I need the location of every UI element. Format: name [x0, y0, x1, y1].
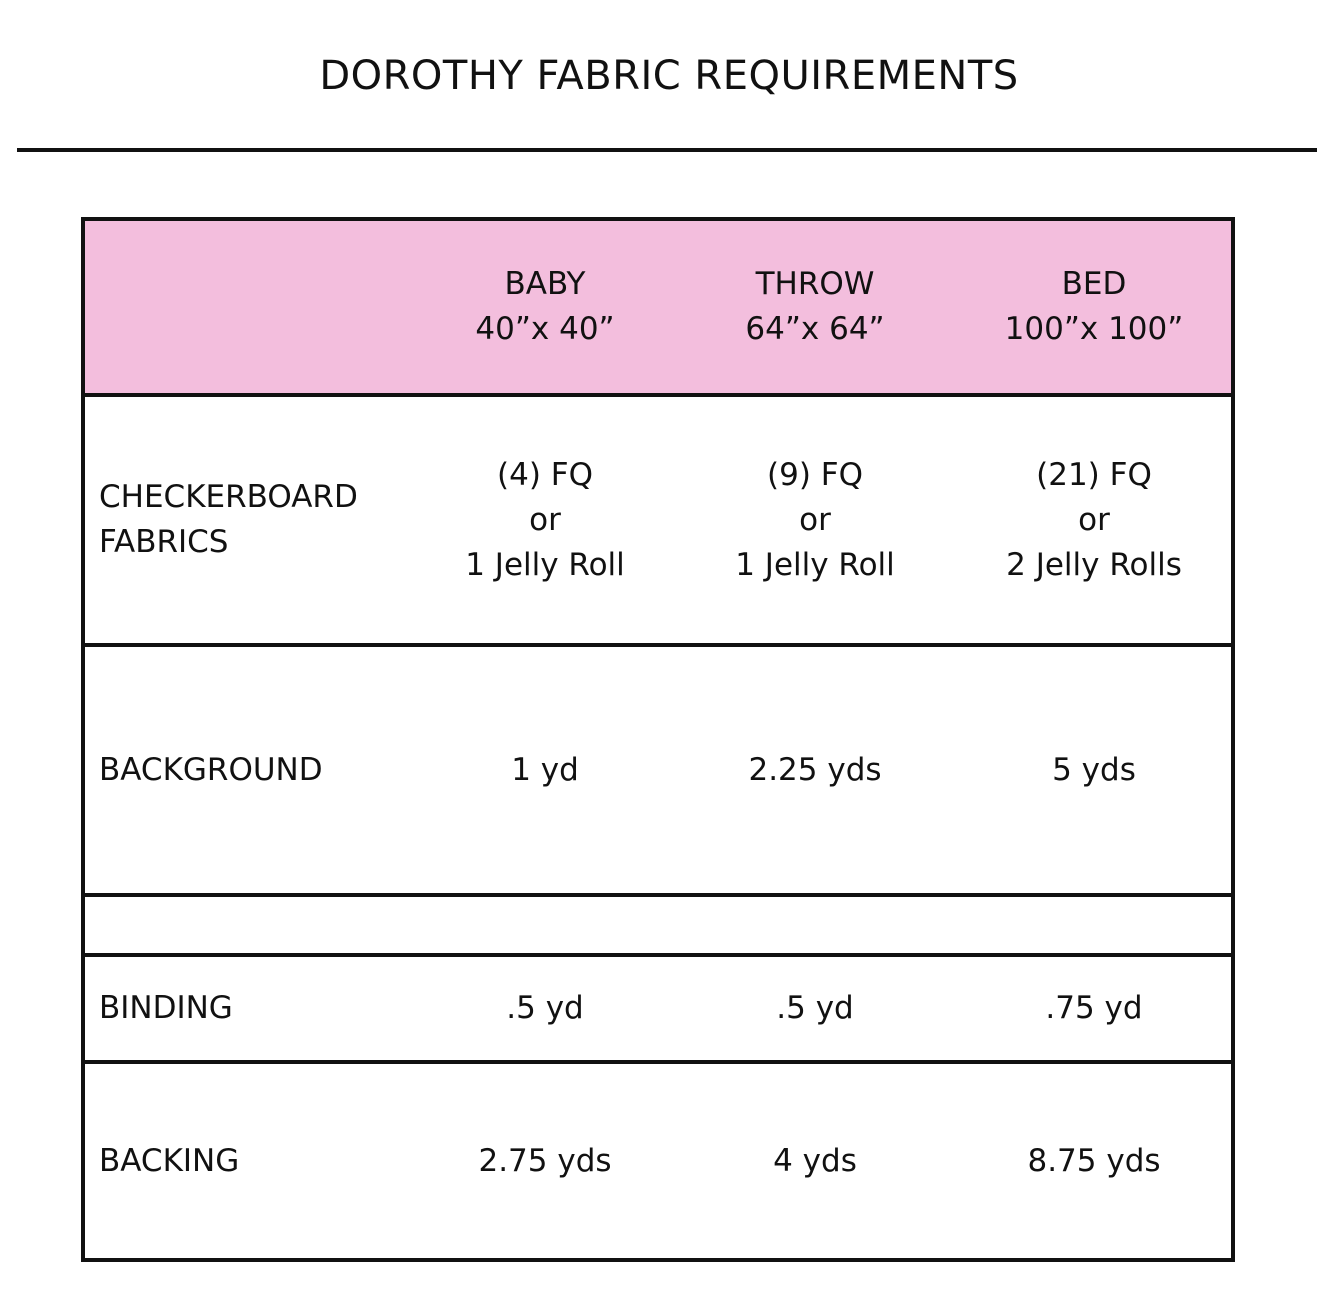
table-cell-throw: 4 yds [773, 1142, 857, 1179]
table-header-row [85, 221, 1231, 397]
table-cell-baby [445, 397, 645, 643]
cell-line: (21) FQ [1036, 456, 1152, 493]
cell-line: or [799, 501, 831, 538]
row-label: BINDING [99, 990, 233, 1026]
row-label [99, 897, 429, 953]
table-row-binding [85, 957, 1231, 1064]
table-cell-bed: 5 yds [1052, 751, 1136, 788]
column-header-throw [715, 221, 915, 393]
title-divider [17, 148, 1317, 152]
column-size: 64”x 64” [745, 311, 885, 347]
table-row-checkerboard-fabrics [85, 397, 1231, 647]
cell-line: (4) FQ [497, 456, 593, 493]
column-size: 100”x 100” [1004, 311, 1184, 347]
table-cell-throw: .5 yd [776, 990, 854, 1026]
cell-line: (9) FQ [767, 456, 863, 493]
row-label: BACKGROUND [99, 751, 323, 788]
row-label [99, 397, 429, 643]
cell-line: 1 Jelly Roll [735, 546, 895, 583]
table-cell-baby: 1 yd [511, 751, 579, 788]
header-empty-cell [99, 221, 429, 393]
cell-line: 2 Jelly Rolls [1006, 546, 1182, 583]
column-name: BABY [504, 266, 586, 302]
column-header-baby [445, 221, 645, 393]
table-row-background [85, 647, 1231, 897]
column-name: THROW [755, 266, 875, 302]
row-label-line: CHECKERBOARD [99, 479, 358, 515]
cell-line: 1 Jelly Roll [465, 546, 625, 583]
column-size: 40”x 40” [475, 311, 615, 347]
table-cell-bed: .75 yd [1045, 990, 1143, 1026]
table-cell-throw [715, 397, 915, 643]
page-title: DOROTHY FABRIC REQUIREMENTS [319, 53, 1019, 99]
table-cell-bed [974, 397, 1214, 643]
column-name: BED [1061, 266, 1127, 302]
table-cell-baby [445, 897, 645, 953]
cell-line: or [1078, 501, 1110, 538]
cell-line: or [529, 501, 561, 538]
table-cell-baby: .5 yd [506, 990, 584, 1026]
table-row-backing [85, 1064, 1231, 1258]
row-label-line: FABRICS [99, 524, 229, 560]
table-cell-throw: 2.25 yds [748, 751, 882, 788]
table-cell-bed: 8.75 yds [1027, 1142, 1161, 1179]
column-header-bed [974, 221, 1214, 393]
table-row-empty [85, 897, 1231, 957]
table-cell-bed [974, 897, 1214, 953]
row-label: BACKING [99, 1142, 240, 1179]
table-cell-baby: 2.75 yds [478, 1142, 612, 1179]
fabric-requirements-table [81, 217, 1235, 1262]
table-cell-throw [715, 897, 915, 953]
